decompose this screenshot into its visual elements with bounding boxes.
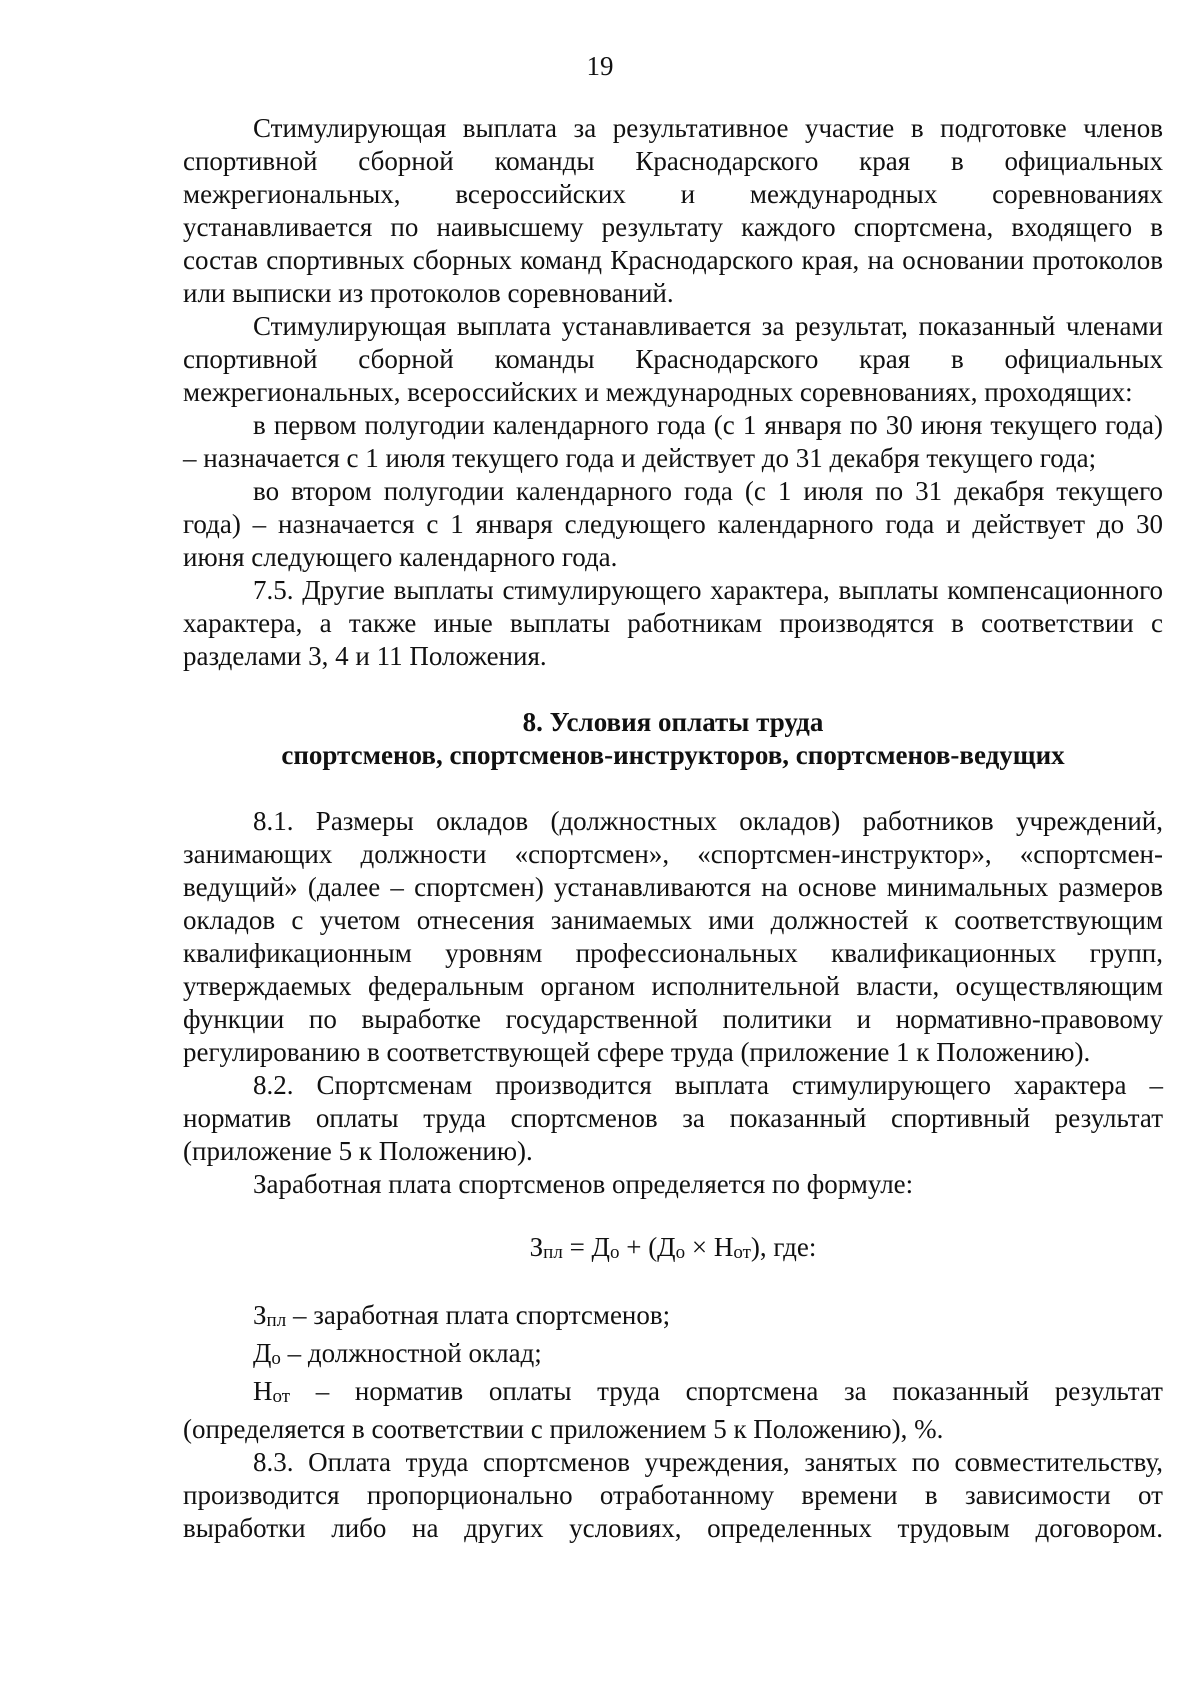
spacer — [183, 1269, 1163, 1299]
paragraph-8-3: 8.3. Оплата труда спортсменов учреждения, занятых по совместительству, производится пропорционально отработанному времени в зависимости от выработки либо на других условиях, определенных трудовым договором. — [183, 1447, 1163, 1543]
formula-symbol-z: З — [529, 1232, 544, 1262]
paragraph-8-1: 8.1. Размеры окладов (должностных окладов) работников учреждений, занимающих должности «спортсмен», «спортсмен-инструктор», «спортсмен-ведущий» (далее – спортсмен) устанавливаются на основе минимальных размеров окладов с учетом отнесения занимаемых ими должностей к соответствующим квалификационным уровням профессиональных квалификационных групп, утверждаемых федеральным органом исполнительной власти, осуществляющим функции по выработке государственной политики и нормативно-правовому регулированию в соответствующей сфере труда (приложение 1 к Положению). — [183, 806, 1163, 1067]
section-heading-line-2: спортсменов, спортсменов-инструкторов, спортсменов-ведущих — [281, 740, 1065, 770]
spacer — [183, 772, 1163, 805]
definition-symbol: Н — [253, 1376, 273, 1406]
formula-subscript: от — [733, 1242, 751, 1263]
paragraph-stimulating-payment-participation: Стимулирующая выплата за результативное участие в подготовке членов спортивной сборной команды Краснодарского края в официальных межрегиональных, всероссийских и международных соревнованиях устанавливается по наивысшему результату каждого спортсмена, входящего в состав спортивных сборных команд Краснодарского края, на основании протоколов или выписки из протоколов соревнований. — [183, 113, 1163, 308]
paragraph-stimulating-payment-result: Стимулирующая выплата устанавливается за результат, показанный членами спортивной сборной команды Краснодарского края в официальных межрегиональных, всероссийских и международных соревнованиях, проходящих: — [183, 311, 1163, 407]
paragraph-8-2: 8.2. Спортсменам производится выплата стимулирующего характера – норматив оплаты труда спортсменов за показанный спортивный результат (приложение 5 к Положению). — [183, 1070, 1163, 1166]
page-number: 19 — [586, 51, 614, 81]
formula-subscript: о — [609, 1242, 620, 1263]
document-body — [183, 112, 1163, 1545]
definition-text: – заработная плата спортсменов; — [286, 1300, 671, 1330]
formula-part: ), где: — [750, 1232, 817, 1262]
definition-base-salary — [183, 1337, 1163, 1375]
spacer — [183, 673, 1163, 706]
definition-text: – норматив оплаты труда спортсмена за показанный результат (определяется в соответствии с приложением 5 к Положению), %. — [183, 1376, 1163, 1444]
formula-subscript: о — [675, 1242, 686, 1263]
definition-subscript: пл — [266, 1310, 287, 1331]
definition-norm — [183, 1375, 1163, 1446]
formula-subscript: пл — [543, 1242, 563, 1263]
definition-symbol: Д — [253, 1338, 272, 1368]
formula-part: + (Д — [619, 1232, 676, 1262]
formula-part: = Д — [562, 1232, 610, 1262]
definition-subscript: о — [271, 1348, 281, 1369]
paragraph-second-half-year: во втором полугодии календарного года (с 1 июля по 31 декабря текущего года) – назначается с 1 января следующего календарного года и действует до 30 июня следующего календарного года. — [183, 476, 1163, 572]
spacer — [183, 1201, 1163, 1231]
definition-subscript: от — [272, 1386, 291, 1407]
definition-salary — [183, 1299, 1163, 1337]
paragraph-first-half-year: в первом полугодии календарного года (с 1 января по 30 июня текущего года) – назначается с 1 июля текущего года и действует до 31 декабря текущего года; — [183, 410, 1163, 473]
definition-text: – должностной оклад; — [280, 1338, 542, 1368]
formula-part: × Н — [685, 1232, 734, 1262]
paragraph-7-5: 7.5. Другие выплаты стимулирующего характера, выплаты компенсационного характера, а также иные выплаты работникам производятся в соответствии с разделами 3, 4 и 11 Положения. — [183, 575, 1163, 671]
section-heading-line-1: 8. Условия оплаты труда — [522, 707, 824, 737]
salary-formula — [183, 1231, 1163, 1269]
paragraph-formula-intro: Заработная плата спортсменов определяется по формуле: — [253, 1169, 914, 1199]
definition-symbol: З — [253, 1300, 267, 1330]
